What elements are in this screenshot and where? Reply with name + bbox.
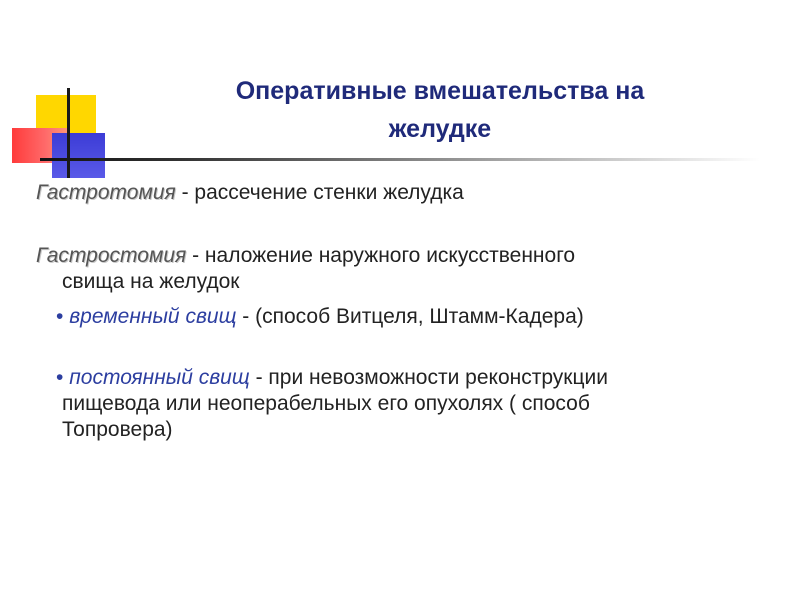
logo-blue-square <box>52 133 105 178</box>
definition-gastrotomy: - рассечение стенки желудка <box>175 181 464 204</box>
item-gastrotomy <box>36 180 464 206</box>
title-line-1: Оперативные вмешательства на <box>235 77 645 105</box>
definition-temporary-fistula: - (способ Витцеля, Штамм-Кадера) <box>236 305 584 328</box>
term-temporary-fistula: временный свищ <box>69 305 237 328</box>
definition-permanent-fistula-line-3: Топровера) <box>62 418 173 441</box>
term-permanent-fistula: постоянный свищ <box>69 366 250 389</box>
definition-permanent-fistula-line-2: пищевода или неоперабельных его опухолях ( способ <box>62 392 590 415</box>
title-line-2: желудке <box>388 115 492 143</box>
title-underline <box>40 158 760 161</box>
item-gastrostomy <box>36 243 575 295</box>
subitem-permanent-fistula <box>36 365 608 443</box>
logo-vertical-line <box>67 88 70 178</box>
bullet-icon: • <box>56 366 64 389</box>
slide-title <box>140 72 740 148</box>
term-gastrotomy: Гастротомия <box>36 181 176 204</box>
bullet-icon: • <box>56 305 64 328</box>
definition-permanent-fistula-line-1: - при невозможности реконструкции <box>249 366 608 389</box>
definition-gastrostomy-line-1: - наложение наружного искусственного <box>186 244 576 267</box>
subitem-temporary-fistula <box>36 304 584 330</box>
term-gastrostomy: Гастростомия <box>36 244 187 267</box>
definition-gastrostomy-line-2: свища на желудок <box>62 270 240 293</box>
